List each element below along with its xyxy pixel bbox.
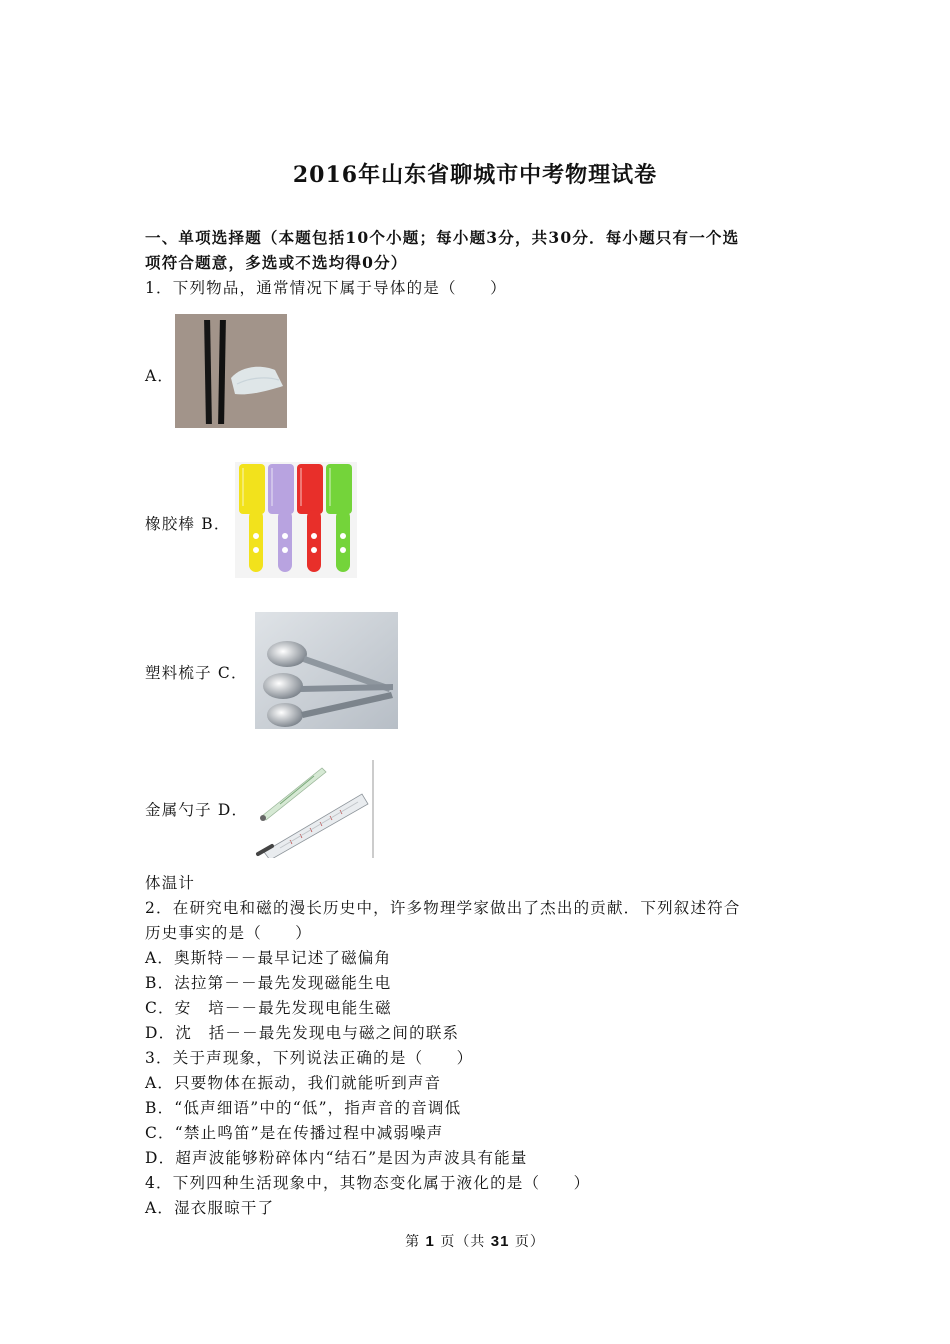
- question-2-option-d: D．沈 括－－最先发现电与磁之间的联系: [145, 1024, 460, 1042]
- page-title: 2016年山东省聊城市中考物理试卷: [292, 162, 658, 188]
- thermometers-photo: [250, 760, 375, 858]
- question-2-option-b: B．法拉第－－最先发现磁能生电: [145, 974, 392, 992]
- page-footer: [0, 1231, 950, 1251]
- question-1-tail: 体温计: [145, 874, 196, 892]
- question-1-option-c-label: 塑料梳子 C．: [145, 664, 248, 682]
- footer-prefix: 第: [405, 1234, 421, 1250]
- question-3-stem: 3．关于声现象，下列说法正确的是（ ）: [145, 1049, 474, 1067]
- question-1-option-d-label: 金属勺子 D．: [145, 801, 249, 819]
- question-3-option-c: C．“禁止鸣笛”是在传播过程中减弱噪声: [145, 1124, 444, 1142]
- black-rods-photo: [175, 314, 287, 428]
- question-2-stem-line-1: 2．在研究电和磁的漫长历史中，许多物理学家做出了杰出的贡献．下列叙述符合: [145, 899, 741, 917]
- question-3-option-d: D．超声波能够粉碎体内“结石”是因为声波具有能量: [145, 1149, 528, 1167]
- question-4-option-a: A．湿衣服晾干了: [145, 1199, 275, 1217]
- section-heading-line-1: 一、单项选择题（本题包括10个小题；每小题3分，共30分．每小题只有一个选: [145, 228, 740, 247]
- footer-total-pages: 31: [490, 1233, 510, 1250]
- footer-suffix: 页）: [514, 1234, 545, 1250]
- question-2-option-a: A．奥斯特－－最早记述了磁偏角: [145, 949, 392, 967]
- question-1-option-b-label: 橡胶棒 B．: [145, 515, 231, 533]
- question-2-option-c: C．安 培－－最先发现电能生磁: [145, 999, 392, 1017]
- question-3-option-b: B．“低声细语”中的“低”，指声音的音调低: [145, 1099, 462, 1117]
- question-3-option-a: A．只要物体在振动，我们就能听到声音: [145, 1074, 442, 1092]
- question-4-stem: 4．下列四种生活现象中，其物态变化属于液化的是（ ）: [145, 1174, 591, 1192]
- metal-spoons-photo: [255, 612, 398, 729]
- question-1-stem: 1．下列物品，通常情况下属于导体的是（ ）: [145, 279, 507, 297]
- question-2-stem-line-2: 历史事实的是（ ）: [145, 924, 313, 942]
- footer-page-number: 1: [425, 1233, 435, 1250]
- section-heading-line-2: 项符合题意，多选或不选均得0分）: [145, 253, 408, 272]
- plastic-combs-photo: [235, 462, 357, 578]
- footer-mid: 页（共: [440, 1234, 486, 1250]
- question-1-option-a-label: A．: [145, 367, 175, 385]
